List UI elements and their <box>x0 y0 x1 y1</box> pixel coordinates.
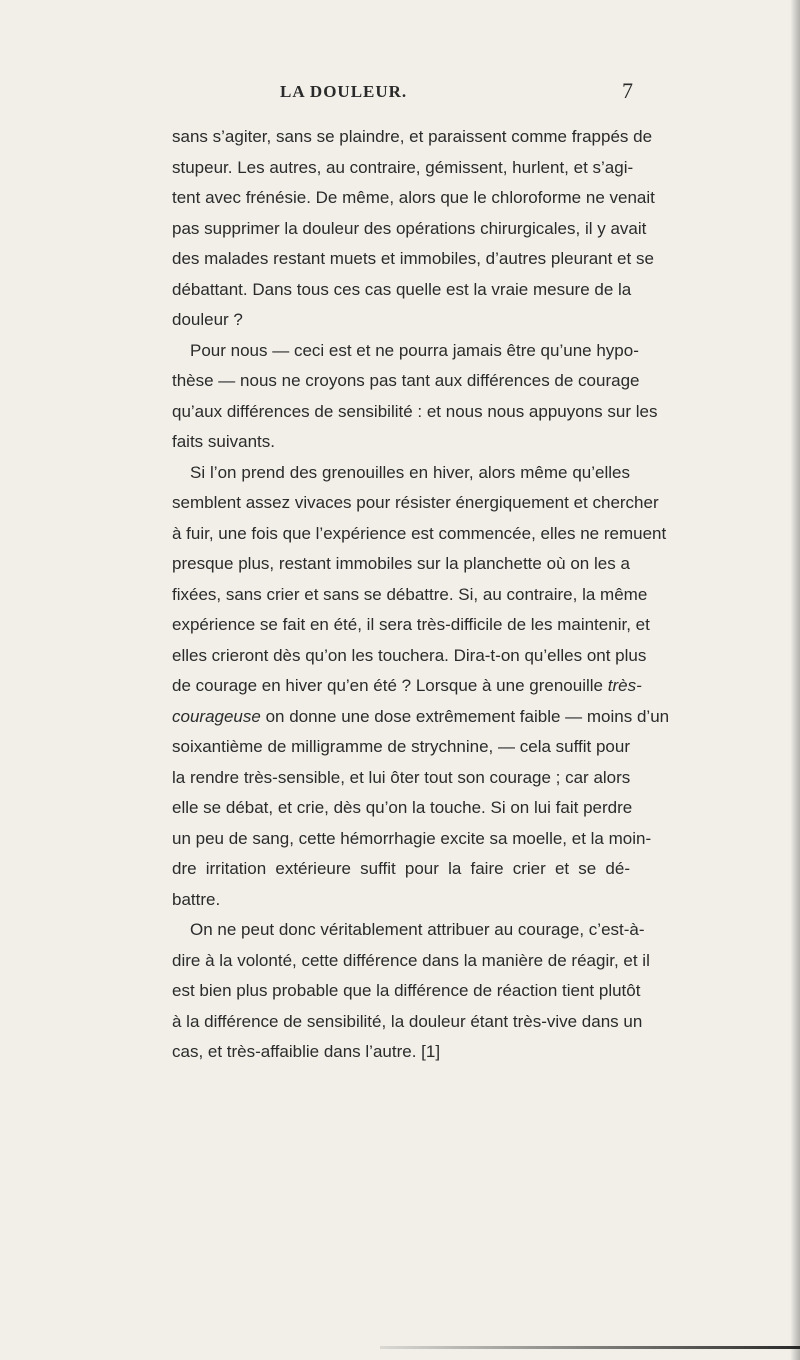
text-line: tent avec frénésie. De même, alors que le chloroforme ne venait <box>172 188 655 207</box>
text-line: dire à la volonté, cette différence dans la manière de réagir, et il <box>172 950 650 970</box>
text-line: la rendre très-sensible, et lui ôter tout son courage ; car alors <box>172 767 631 787</box>
text-line: à la différence de sensibilité, la douleur étant très-vive dans un <box>172 1011 643 1031</box>
body-text <box>172 122 670 1068</box>
text-segment: de courage en hiver qu’en été ? Lorsque à une grenouille <box>172 676 603 695</box>
text-line: semblent assez vivaces pour résister énergiquement et chercher <box>172 493 659 512</box>
text-line: pas supprimer la douleur des opérations chirurgicales, il y avait <box>172 218 647 238</box>
text-line: douleur ? <box>172 310 243 329</box>
text-line: On ne peut donc véritablement attribuer au courage, c’est-à- <box>190 920 645 939</box>
text-line: expérience se fait en été, il sera très-difficile de les maintenir, et <box>172 615 650 634</box>
text-line: sans s’agiter, sans se plaindre, et paraissent comme frappés de <box>172 127 653 146</box>
footnote-marker[interactable]: [1] <box>421 1042 441 1061</box>
bottom-scan-rule <box>380 1346 800 1349</box>
text-line: débattant. Dans tous ces cas quelle est la vraie mesure de la <box>172 279 632 299</box>
text-line: stupeur. Les autres, au contraire, gémissent, hurlent, et s’agi- <box>172 157 634 177</box>
text-line: est bien plus probable que la différence de réaction tient plutôt <box>172 981 641 1000</box>
text-line: fixées, sans crier et sans se débattre. Si, au contraire, la même <box>172 584 648 604</box>
running-title: LA DOULEUR. <box>280 82 408 101</box>
text-line: thèse — nous ne croyons pas tant aux différences de courage <box>172 371 640 390</box>
text-line: Pour nous — ceci est et ne pourra jamais être qu’une hypo- <box>190 340 639 360</box>
text-segment: cas, et très-affaiblie dans l’autre. <box>172 1042 417 1061</box>
text-line: à fuir, une fois que l’expérience est commencée, elles ne remuent <box>172 523 667 543</box>
text-line: elles crieront dès qu’on les touchera. Dira-t-on qu’elles ont plus <box>172 645 647 665</box>
text-line-with-italic <box>172 702 670 733</box>
running-head <box>0 78 800 112</box>
text-line-with-italic <box>172 671 642 702</box>
italic-word: courageuse <box>172 706 261 726</box>
page-number: 7 <box>622 78 633 103</box>
text-line: elle se débat, et crie, dès qu’on la touche. Si on lui fait perdre <box>172 798 633 817</box>
text-line: des malades restant muets et immobiles, d’autres pleurant et se <box>172 249 654 268</box>
text-line: dre irritation extérieure suffit pour la faire crier et se dé- <box>172 859 630 878</box>
text-line: un peu de sang, cette hémorrhagie excite sa moelle, et la moin- <box>172 828 652 848</box>
text-line: battre. <box>172 889 221 909</box>
text-line: faits suivants. <box>172 432 275 451</box>
page-edge-shadow <box>790 0 800 1360</box>
text-line: soixantième de milligramme de strychnine, — cela suffit pour <box>172 737 630 756</box>
text-line: presque plus, restant immobiles sur la planchette où on les a <box>172 554 630 573</box>
text-line: Si l’on prend des grenouilles en hiver, alors même qu’elles <box>190 462 630 482</box>
text-line: qu’aux différences de sensibilité : et nous nous appuyons sur les <box>172 401 658 421</box>
italic-word: très- <box>607 676 642 695</box>
text-line-with-footnote <box>172 1037 630 1068</box>
text-segment: on donne une dose extrêmement faible — moins d’un <box>265 706 670 726</box>
